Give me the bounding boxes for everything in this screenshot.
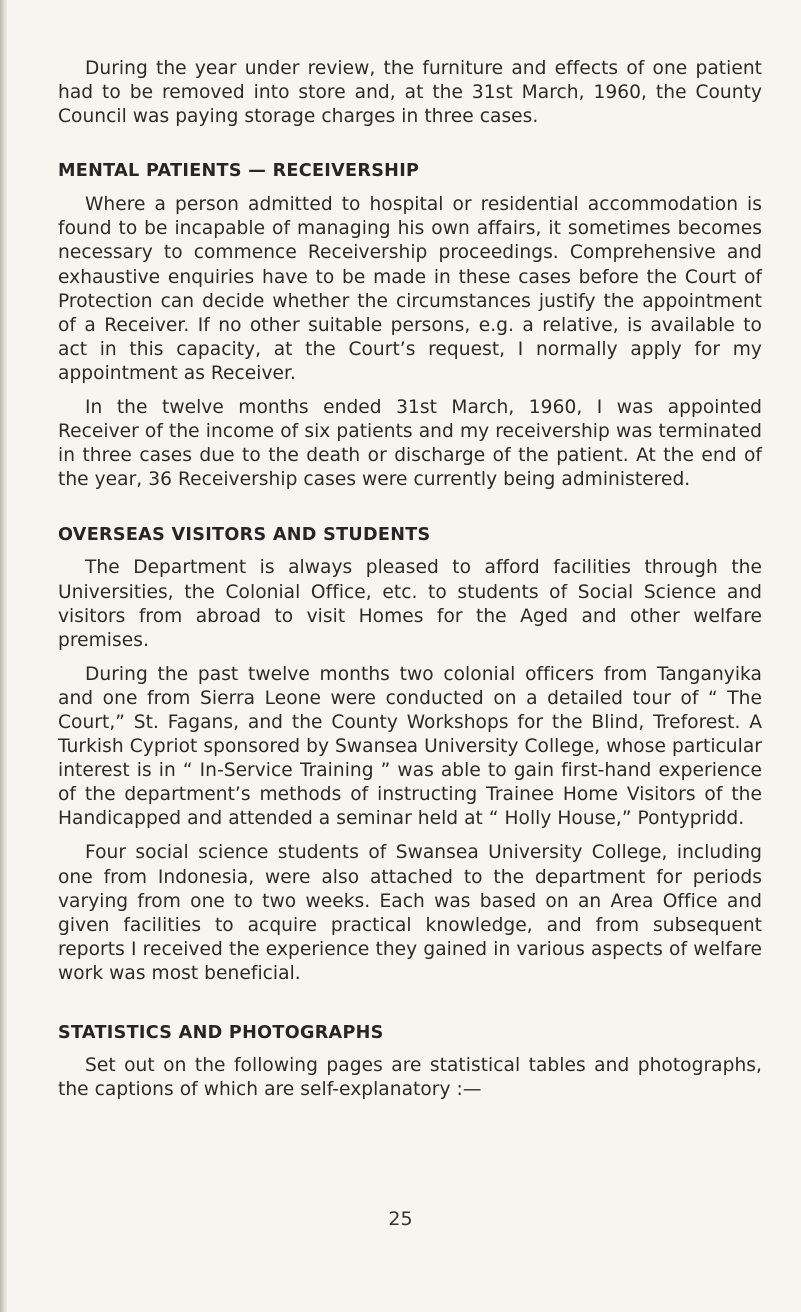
page-number: 25 (388, 1208, 413, 1230)
paragraph-receivership-statistics: In the twelve months ended 31st March, 1960, I was appointed Receiver of the income of six patients and my receivership was terminated in three cases due to the death or discharge of the patient. At the end of the year, 36 Receivership cases were currently being administered. (58, 397, 762, 491)
paragraph-statistics-intro: Set out on the following pages are statistical tables and photographs, the captions of which are self-explanatory :— (58, 1055, 762, 1101)
heading-mental-patients-receivership: MENTAL PATIENTS — RECEIVERSHIP (58, 161, 420, 182)
page-binding-edge (0, 0, 7, 1312)
paragraph-receivership-procedure: Where a person admitted to hospital or residential accommodation is found to be incapable of managing his own affairs, it sometimes becomes necessary to commence Receivership proceedings. Comprehensive and exhaustive enquiries have to be made in these cases before the Court of Protection can decide whether the circumstances justify the appointment of a Receiver. If no other suitable persons, e.g. a relative, is available to act in this capacity, at the Court’s request, I normally apply for my appointment as Receiver. (58, 194, 762, 384)
paragraph-department-facilities: The Department is always pleased to afford facilities through the Universities, the Colonial Office, etc. to students of Social Science and visitors from abroad to visit Homes for the Aged and other welfare premises. (58, 557, 762, 651)
paragraph-social-science-students: Four social science students of Swansea University College, including one from Indonesia, were also attached to the department for periods varying from one to two weeks. Each was based on an Area Office and given facilities to acquire practical knowledge, and from subsequent reports I received the experience they gained in various aspects of welfare work was most beneficial. (58, 842, 762, 984)
page-content (58, 57, 762, 1102)
intro-paragraph: During the year under review, the furniture and effects of one patient had to be removed into store and, at the 31st March, 1960, the County Council was paying storage charges in three cases. (58, 58, 762, 128)
heading-statistics-photographs: STATISTICS AND PHOTOGRAPHS (58, 1023, 384, 1043)
paragraph-colonial-officers-visit: During the past twelve months two colonial officers from Tanganyika and one from Sierra Leone were conducted on a detailed tour of “ The Court,” St. Fagans, and the County Workshops for the Blind, Treforest. A Turkish Cypriot sponsored by Swansea University College, whose particular interest is in “ In-Service Training ” was able to gain first-hand experience of the department’s methods of instructing Trainee Home Visitors of the Handicapped and attended a seminar held at “ Holly House,” Pontypridd. (58, 663, 762, 830)
heading-overseas-visitors-students: OVERSEAS VISITORS AND STUDENTS (58, 525, 431, 546)
